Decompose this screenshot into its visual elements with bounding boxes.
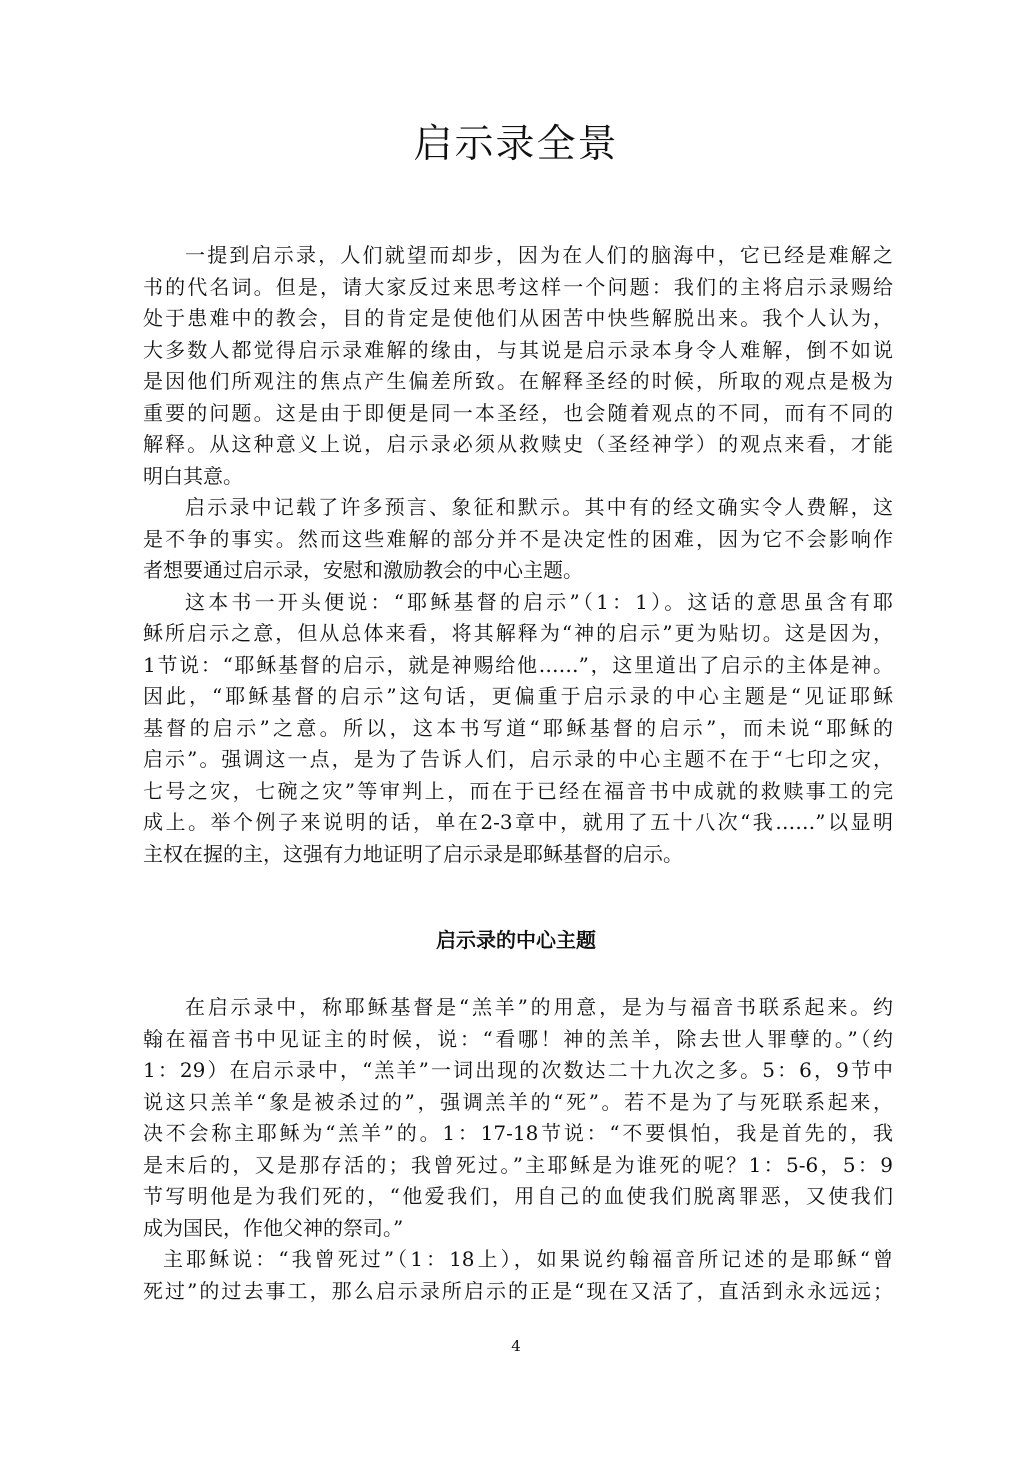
page-number: 4 [511,1337,521,1355]
section-heading: 启示录的中心主题 [436,928,596,952]
text-line: 成上。举个例子来说明的话，单在2-3章中，就用了五十八次“我……”以显明 [143,810,893,834]
text-line: 1：29）在启示录中，“羔羊”一词出现的次数达二十九次之多。5：6，9节中 [143,1058,893,1082]
text-line: 基督的启示”之意。所以，这本书写道“耶稣基督的启示”，而未说“耶稣的 [143,715,893,740]
text-line: 处于患难中的教会，目的肯定是使他们从困苦中快些解脱出来。我个人认为， [143,306,893,330]
text-line: 书的代名词。但是，请大家反过来思考这样一个问题：我们的主将启示录赐给 [143,274,893,299]
text-line: 节写明他是为我们死的，“他爱我们，用自己的血使我们脱离罪恶，又使我们 [143,1184,893,1208]
text-line: 主耶稣说：“我曾死过”（1：18上），如果说约翰福音所记述的是耶稣“曾 [163,1247,893,1271]
text-line: 启示”。强调这一点，是为了告诉人们，启示录的中心主题不在于“七印之灾， [143,747,893,771]
text-line: 在启示录中，称耶稣基督是“羔羊”的用意，是为与福音书联系起来。约 [185,995,893,1019]
intro-text [143,240,893,870]
text-line: 因此，“耶稣基督的启示”这句话，更偏重于启示录的中心主题是“见证耶稣 [143,684,893,708]
text-line: 解释。从这种意义上说，启示录必须从救赎史（圣经神学）的观点来看，才能 [143,432,893,456]
text-line: 大多数人都觉得启示录难解的缘由，与其说是启示录本身令人难解，倒不如说 [143,337,893,362]
text-line: 死过”的过去事工，那么启示录所启示的正是“现在又活了，直活到永永远远； [143,1278,893,1303]
text-line: 稣所启示之意，但从总体来看，将其解释为“神的启示”更为贴切。这是因为， [143,621,893,645]
text-line: 是末后的，又是那存活的；我曾死过。”主耶稣是为谁死的呢？1：5-6，5：9 [143,1152,893,1177]
text-line: 明白其意。 [143,463,243,488]
text-line: 说这只羔羊“象是被杀过的”，强调羔羊的“死”。若不是为了与死联系起来， [143,1089,893,1114]
text-line: 1节说：“耶稣基督的启示，就是神赐给他……”，这里道出了启示的主体是神。 [143,652,893,677]
text-line: 是不争的事实。然而这些难解的部分并不是决定性的困难，因为它不会影响作 [143,526,893,551]
text-line: 是因他们所观注的焦点产生偏差所致。在解释圣经的时候，所取的观点是极为 [143,369,893,393]
text-line: 翰在福音书中见证主的时候，说：“看哪！神的羔羊，除去世人罪孽的。”（约 [143,1026,893,1051]
section-text [143,992,893,1307]
text-line: 一提到启示录，人们就望而却步，因为在人们的脑海中，它已经是难解之 [185,243,893,267]
text-line: 决不会称主耶稣为“羔羊”的。1：17-18节说：“不要惧怕，我是首先的，我 [143,1121,893,1145]
text-line: 重要的问题。这是由于即便是同一本圣经，也会随着观点的不同，而有不同的 [143,400,893,425]
page-title: 启示录全景 [413,122,619,167]
text-line: 主权在握的主，这强有力地证明了启示录是耶稣基督的启示。 [143,841,683,866]
text-line: 成为国民，作他父神的祭司。” [143,1215,404,1240]
text-line: 七号之灾，七碗之灾”等审判上，而在于已经在福音书中成就的救赎事工的完 [143,778,893,803]
text-line: 者想要通过启示录，安慰和激励教会的中心主题。 [143,558,583,582]
text-line: 这本书一开头便说：“耶稣基督的启示”（1：1）。这话的意思虽含有耶 [185,589,893,614]
text-line: 启示录中记载了许多预言、象征和默示。其中有的经文确实令人费解，这 [185,495,893,519]
